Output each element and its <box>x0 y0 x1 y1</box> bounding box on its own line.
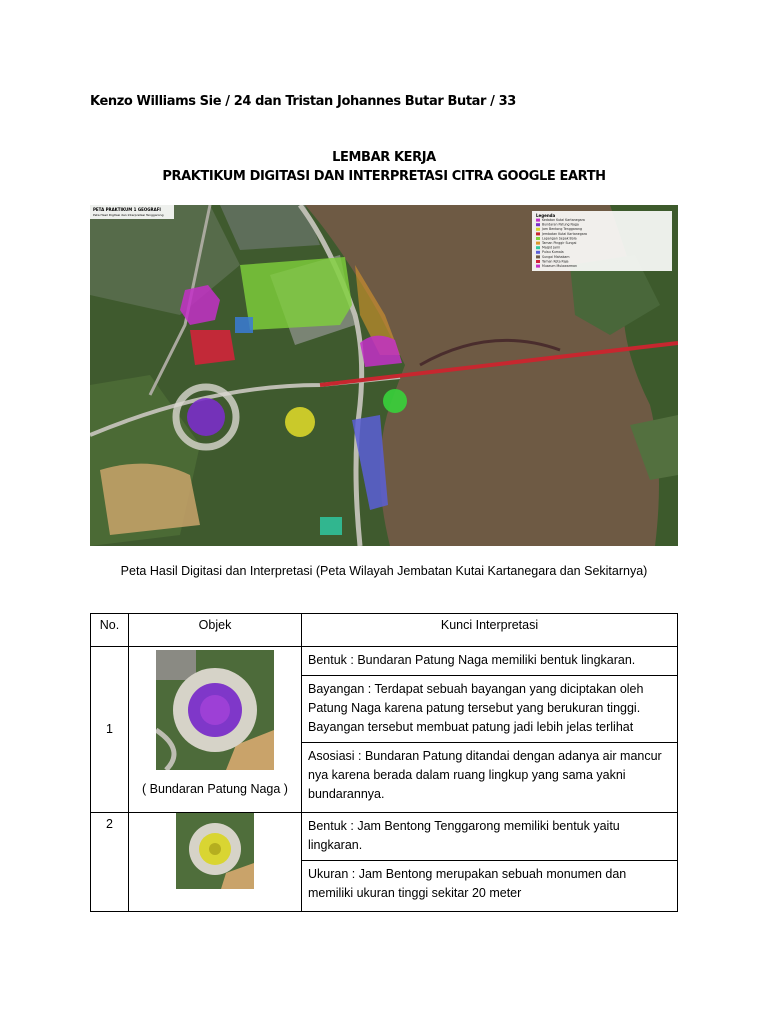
legend-item: Sungai Mahakam <box>542 254 570 259</box>
table-header-row <box>91 614 678 647</box>
object-cell <box>129 647 302 813</box>
header-no: No. <box>91 614 129 647</box>
legend-item: Pulau Kumala <box>542 250 564 255</box>
legend-swatch <box>536 242 540 245</box>
football-field-polygon <box>240 257 352 330</box>
museum-polygon <box>190 330 235 365</box>
legend-item: Lapangan Sepak Bola <box>542 236 577 241</box>
interpretation-association: Asosiasi : Bundaran Patung ditandai dengan adanya air mancur nya karena berada dalam ruang lingkup yang sama yakni bundarannya. <box>302 743 678 813</box>
interpretation-shape: Bentuk : Bundaran Patung Naga memiliki bentuk lingkaran. <box>302 647 678 676</box>
table-row <box>91 813 678 861</box>
legend-swatch <box>536 232 540 235</box>
row-number: 1 <box>91 647 129 813</box>
jam-bentong-image <box>176 813 254 889</box>
legend-item: Museum Mulawarman <box>542 264 578 268</box>
object-cell <box>129 813 302 912</box>
legend-item: Kedaton Kutai Kartanegara <box>542 218 585 222</box>
legend-item: Masjid Jami <box>542 245 561 250</box>
legend-item: Jam Bentong Tenggarong <box>542 227 583 232</box>
legend-swatch <box>536 219 540 222</box>
jam-bentong-circle <box>285 407 315 437</box>
legend-swatch <box>536 255 540 258</box>
doc-subtitle: PRAKTIKUM DIGITASI DAN INTERPRETASI CITRA GOOGLE EARTH <box>162 169 606 184</box>
map-caption: Peta Hasil Digitasi dan Interpretasi (Peta Wilayah Jembatan Kutai Kartanegara dan Sekitarnya) <box>120 564 648 578</box>
doc-title: LEMBAR KERJA <box>332 150 436 165</box>
map-inset-title: PETA PRAKTIKUM 1 GEOGRAFI <box>93 207 161 212</box>
naga-roundabout-circle <box>187 398 225 436</box>
object-caption: ( Bundaran Patung Naga ) <box>142 782 288 796</box>
legend-swatch <box>536 246 540 249</box>
legend-item: Taman Kota Raja <box>542 259 569 264</box>
interpretation-table <box>90 613 678 912</box>
legend-swatch <box>536 265 540 268</box>
legend-swatch <box>536 223 540 226</box>
row-number: 2 <box>91 813 129 912</box>
header-kunci: Kunci Interpretasi <box>302 614 678 647</box>
interpretation-shadow: Bayangan : Terdapat sebuah bayangan yang diciptakan oleh Patung Naga karena patung tersebut yang berukuran tinggi. Bayangan tersebut membuat patung jadi lebih jelas terlihat <box>302 676 678 743</box>
legend-swatch <box>536 228 540 231</box>
author-line: Kenzo Williams Sie / 24 dan Tristan Johannes Butar Butar / 33 <box>90 94 516 109</box>
table-row <box>91 647 678 676</box>
naga-roundabout-image <box>156 650 274 770</box>
legend-item: Bundaran Patung Naga <box>542 222 579 227</box>
legend-item: Jembatan Kutai Kartanegara <box>542 231 587 236</box>
legend-title: Legenda <box>536 213 556 218</box>
legend-swatch <box>536 237 540 240</box>
satellite-map <box>90 205 678 546</box>
legend-item: Taman Pinggir Sungai <box>542 241 577 245</box>
map-inset-subtitle: Peta Hasil Digitasi dan Interpretasi Tenggarong <box>93 213 164 217</box>
legend-swatch <box>536 260 540 263</box>
interpretation-shape: Bentuk : Jam Bentong Tenggarong memiliki bentuk yaitu lingkaran. <box>302 813 678 861</box>
legend-swatch <box>536 251 540 254</box>
interpretation-size: Ukuran : Jam Bentong merupakan sebuah monumen dan memiliki ukuran tinggi sekitar 20 meter <box>302 861 678 912</box>
header-objek: Objek <box>129 614 302 647</box>
